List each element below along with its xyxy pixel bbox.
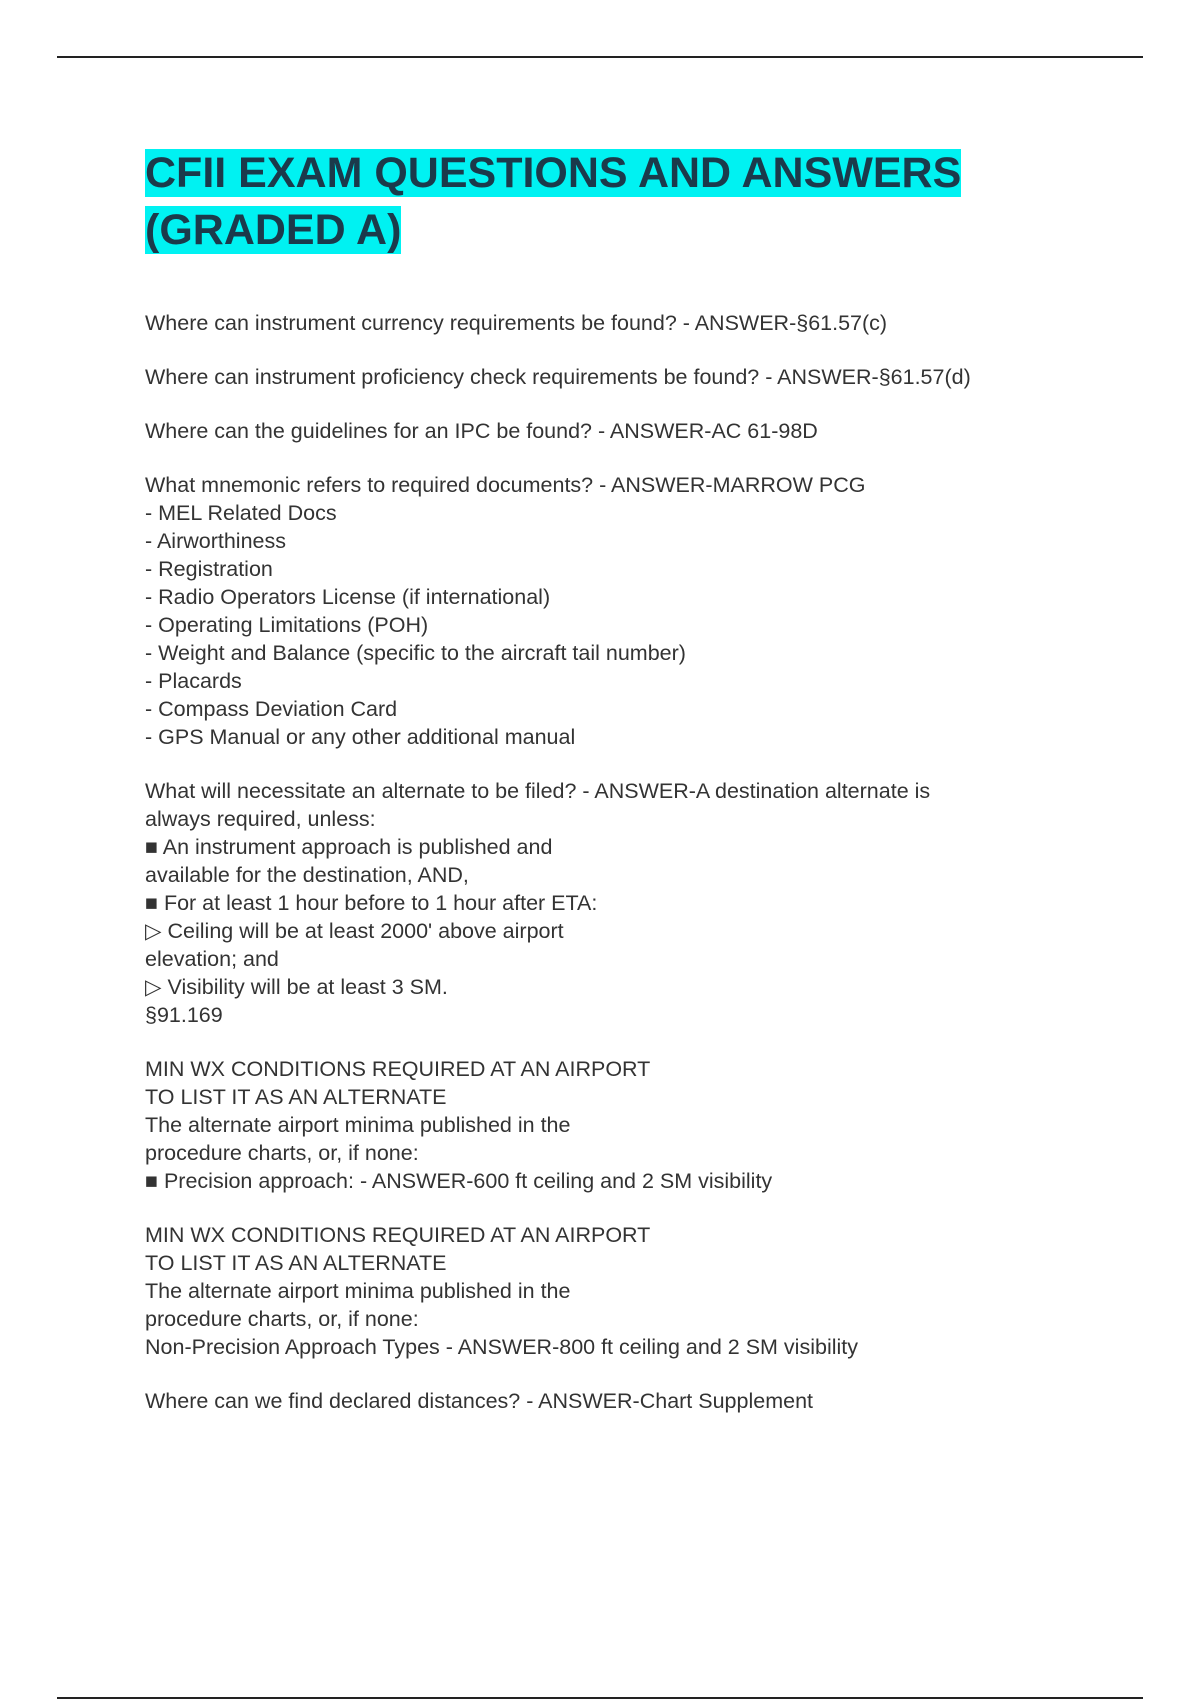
- qa-line: Non-Precision Approach Types - ANSWER-800 ft ceiling and 2 SM visibility: [145, 1335, 858, 1359]
- qa-line: TO LIST IT AS AN ALTERNATE: [145, 1085, 447, 1109]
- qa-line: - Radio Operators License (if international): [145, 585, 551, 609]
- qa-line: available for the destination, AND,: [145, 863, 469, 887]
- qa-line: MIN WX CONDITIONS REQUIRED AT AN AIRPORT: [145, 1057, 651, 1081]
- qa-item: [145, 1221, 1105, 1361]
- qa-line: ■ An instrument approach is published and: [145, 835, 553, 859]
- qa-line: ■ Precision approach: - ANSWER-600 ft ceiling and 2 SM visibility: [145, 1169, 773, 1193]
- qa-item: [145, 777, 1105, 1029]
- qa-line: procedure charts, or, if none:: [145, 1307, 419, 1331]
- qa-line: Where can we find declared distances? - ANSWER-Chart Supplement: [145, 1389, 814, 1413]
- page-top-rule: [57, 56, 1143, 58]
- qa-line: - MEL Related Docs: [145, 501, 337, 525]
- qa-line: What mnemonic refers to required documents? - ANSWER-MARROW PCG: [145, 473, 866, 497]
- qa-item: [145, 417, 1105, 445]
- qa-line: What will necessitate an alternate to be filed? - ANSWER-A destination alternate is: [145, 779, 931, 803]
- qa-item: [145, 309, 1105, 337]
- qa-item: [145, 471, 1105, 751]
- qa-line: Where can the guidelines for an IPC be found? - ANSWER-AC 61-98D: [145, 419, 818, 443]
- qa-line: ▷ Ceiling will be at least 2000' above airport: [145, 919, 564, 943]
- qa-line: TO LIST IT AS AN ALTERNATE: [145, 1251, 447, 1275]
- qa-line: - Operating Limitations (POH): [145, 613, 429, 637]
- qa-line: - Compass Deviation Card: [145, 697, 398, 721]
- qa-item: [145, 1055, 1105, 1195]
- qa-line: The alternate airport minima published in the: [145, 1113, 571, 1137]
- qa-line: - Weight and Balance (specific to the aircraft tail number): [145, 641, 686, 665]
- document-title: [145, 145, 1105, 259]
- qa-line: MIN WX CONDITIONS REQUIRED AT AN AIRPORT: [145, 1223, 651, 1247]
- qa-line: - GPS Manual or any other additional manual: [145, 725, 576, 749]
- qa-line: - Airworthiness: [145, 529, 286, 553]
- qa-line: §91.169: [145, 1003, 223, 1027]
- qa-line: - Registration: [145, 557, 273, 581]
- qa-list: [145, 309, 1105, 1415]
- qa-item: [145, 1387, 1105, 1415]
- title-line-2: (GRADED A): [145, 206, 402, 254]
- qa-line: - Placards: [145, 669, 242, 693]
- qa-line: elevation; and: [145, 947, 279, 971]
- qa-line: ▷ Visibility will be at least 3 SM.: [145, 975, 448, 999]
- qa-line: Where can instrument proficiency check requirements be found? - ANSWER-§61.57(d): [145, 365, 971, 389]
- title-line-1: CFII EXAM QUESTIONS AND ANSWERS: [145, 149, 962, 197]
- document-body: [145, 145, 1105, 1441]
- qa-line: The alternate airport minima published in the: [145, 1279, 571, 1303]
- page-bottom-rule: [57, 1697, 1143, 1699]
- qa-line: always required, unless:: [145, 807, 376, 831]
- qa-line: ■ For at least 1 hour before to 1 hour after ETA:: [145, 891, 598, 915]
- qa-line: procedure charts, or, if none:: [145, 1141, 419, 1165]
- qa-item: [145, 363, 1105, 391]
- qa-line: Where can instrument currency requirements be found? - ANSWER-§61.57(c): [145, 311, 888, 335]
